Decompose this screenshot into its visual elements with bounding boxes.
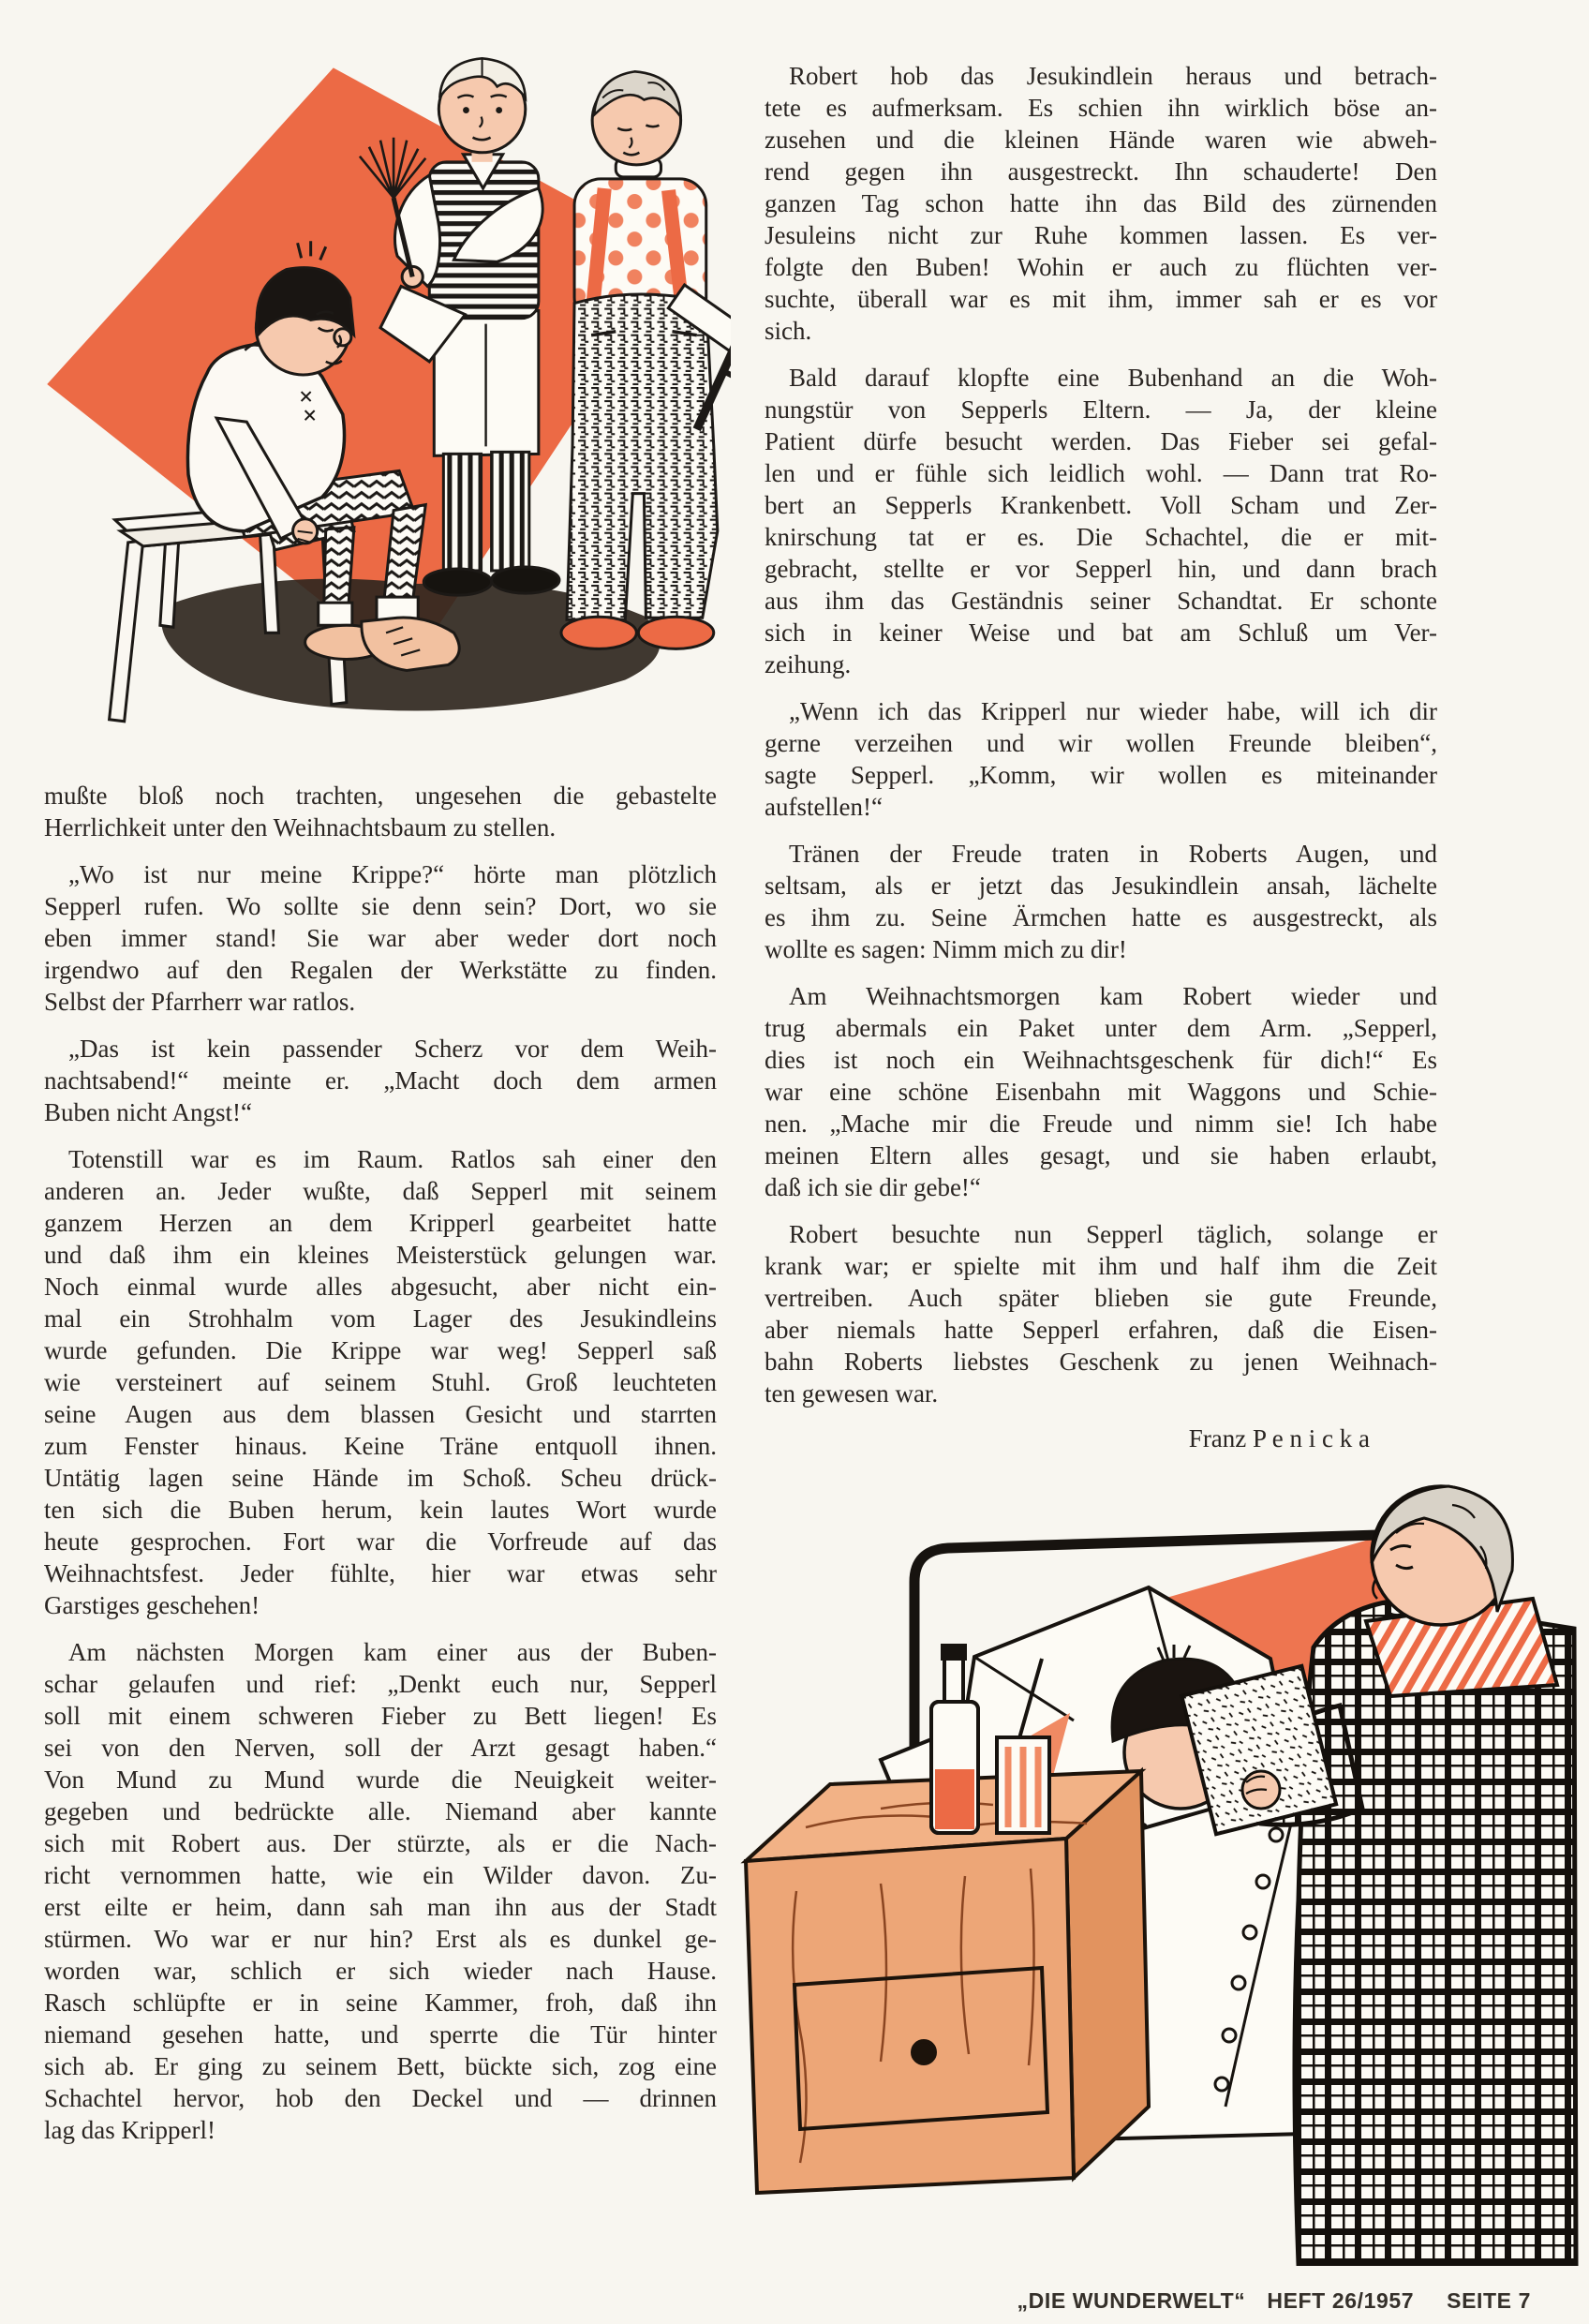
text-line: zeihung. <box>765 650 852 678</box>
text-line: anderen an. Jeder wußte, daß Sepperl mit seinem <box>44 1177 717 1205</box>
text-line: erst eilte er heim, dann sah man ihn aus der Stadt <box>44 1893 717 1921</box>
text-line: sagte Sepperl. „Komm, wir wollen es miteinander <box>765 761 1437 789</box>
text-line: gebracht, stellte er vor Sepperl hin, und dann brach <box>765 555 1437 583</box>
text-line: Totenstill war es im Raum. Ratlos sah einer den <box>68 1145 717 1173</box>
text-line: Schachtel hervor, hob den Deckel und — drinnen <box>44 2084 717 2112</box>
paragraph <box>765 695 1437 823</box>
text-line: richt vernommen hatte, wie ein Wilder davon. Zu- <box>44 1861 717 1889</box>
text-line: niemand gesehen hatte, und sperrte die Tür hinter <box>44 2020 717 2048</box>
paragraph <box>765 362 1437 680</box>
text-line: suchte, überall war es mit ihm, immer sah er es vor <box>765 285 1437 313</box>
footer-page-number: SEITE 7 <box>1447 2288 1531 2313</box>
text-line: Am Weihnachtsmorgen kam Robert wieder und <box>789 982 1437 1010</box>
text-line: meinen Eltern alles gesagt, und sie haben erlaubt, <box>765 1141 1437 1169</box>
three-boys-illustration <box>22 4 731 765</box>
text-line: bahn Roberts liebstes Geschenk zu jenen Weihnach- <box>765 1348 1437 1376</box>
left-text-column <box>44 780 717 2146</box>
text-line: Noch einmal wurde alles abgesucht, aber nicht ein- <box>44 1273 717 1301</box>
paragraph <box>765 60 1437 347</box>
text-line: wurde gefunden. Die Krippe war weg! Sepperl saß <box>44 1336 717 1364</box>
text-line: ten gewesen war. <box>765 1379 939 1408</box>
text-line: heute gesprochen. Fort war die Vorfreude auf das <box>44 1527 717 1556</box>
text-line: seltsam, als er jetzt das Jesukindlein ansah, lächelte <box>765 872 1437 900</box>
text-line: aufstellen!“ <box>765 793 883 821</box>
text-line: sich. <box>765 317 812 345</box>
text-line: mal ein Strohhalm vom Lager des Jesukindleins <box>44 1304 717 1333</box>
text-line: Tränen der Freude traten in Roberts Augen, und <box>789 840 1437 868</box>
paragraph <box>44 1636 717 2146</box>
text-line: wollte es sagen: Nimm mich zu dir! <box>765 935 1127 963</box>
text-line: und daß ihm ein kleines Meisterstück gelungen war. <box>44 1241 717 1269</box>
paragraph <box>44 858 717 1018</box>
text-line: nungstür von Sepperls Eltern. — Ja, der kleine <box>765 395 1437 424</box>
text-line: Weihnachtsfest. Jeder fühlte, hier war etwas sehr <box>44 1559 717 1587</box>
text-line: soll mit einem schweren Fieber zu Bett liegen! Es <box>44 1702 717 1730</box>
text-line: aber niemals hatte Sepperl erfahren, daß die Eisen- <box>765 1316 1437 1344</box>
text-line: lag das Kripperl! <box>44 2116 215 2144</box>
text-line: mußte bloß noch trachten, ungesehen die gebastelte <box>44 782 717 810</box>
text-line: Garstiges geschehen! <box>44 1591 260 1619</box>
text-line: vertreiben. Auch später blieben sie gute Freunde, <box>765 1284 1437 1312</box>
text-line: trug abermals ein Paket unter dem Arm. „Sepperl, <box>765 1014 1437 1042</box>
text-line: zum Fenster hinaus. Keine Träne entquoll ihnen. <box>44 1432 717 1460</box>
paragraph <box>765 980 1437 1203</box>
text-line: Selbst der Pfarrherr war ratlos. <box>44 988 356 1016</box>
text-line: folgte den Buben! Wohin er auch zu flüchten ver- <box>765 253 1437 281</box>
text-line: Von Mund zu Mund wurde die Neuigkeit weiter- <box>44 1765 717 1794</box>
text-line: ganzem Herzen an dem Kripperl gearbeitet hatte <box>44 1209 717 1237</box>
text-line: sei von den Nerven, soll der Arzt gesagt haben.“ <box>44 1734 717 1762</box>
text-line: Herrlichkeit unter den Weihnachtsbaum zu stellen. <box>44 813 557 842</box>
text-line: ten sich die Buben herum, kein lautes Wort wurde <box>44 1496 717 1524</box>
paragraph <box>44 1143 717 1621</box>
footer-magazine-title: „DIE WUNDERWELT“ <box>1017 2288 1246 2313</box>
text-line: gerne verzeihen und wir wollen Freunde bleiben“, <box>765 729 1437 757</box>
text-line: sich in keiner Weise und bat am Schluß um Ver- <box>765 618 1437 647</box>
text-line: krank war; er spielte mit ihm und half ihm die Zeit <box>765 1252 1437 1280</box>
text-line: Sepperl rufen. Wo sollte sie denn sein? Dort, wo sie <box>44 892 717 920</box>
text-line: len und er fühle sich leidlich wohl. — Dann trat Ro- <box>765 459 1437 487</box>
text-line: daß ich sie dir gebe!“ <box>765 1173 981 1201</box>
text-line: sich ab. Er ging zu seinem Bett, bückte sich, zog eine <box>44 2052 717 2080</box>
paragraph <box>44 1033 717 1128</box>
text-line: zusehen und die kleinen Hände waren wie abweh- <box>765 126 1437 154</box>
text-line: Robert hob das Jesukindlein heraus und betrach- <box>789 62 1437 90</box>
right-text-column <box>765 60 1437 1454</box>
text-line: seine Augen aus dem blassen Gesicht und starrten <box>44 1400 717 1428</box>
text-line: war eine schöne Eisenbahn mit Waggons und Schie- <box>765 1078 1437 1106</box>
text-line: wie versteinert auf seinem Stuhl. Groß leuchteten <box>44 1368 717 1396</box>
author-signature: Franz P e n i c k a <box>1188 1424 1370 1452</box>
text-line: eben immer stand! Sie war aber weder dort noch <box>44 924 717 952</box>
text-line: irgendwo auf den Regalen der Werkstätte zu finden. <box>44 956 717 984</box>
text-line: Buben nicht Angst!“ <box>44 1098 252 1126</box>
text-line: dies ist noch ein Weihnachtsgeschenk für dich!“ Es <box>765 1046 1437 1074</box>
text-line: Robert besuchte nun Sepperl täglich, solange er <box>789 1220 1437 1248</box>
text-line: nen. „Mache mir die Freude und nimm sie! Ich habe <box>765 1110 1437 1138</box>
paragraph <box>765 1218 1437 1409</box>
text-line: gegeben und bedrückte alle. Niemand aber kannte <box>44 1797 717 1825</box>
text-line: Jesuleins nicht zur Ruhe kommen lassen. Es ver- <box>765 221 1437 249</box>
text-line: Rasch schlüpfte er in seine Kammer, froh, daß ihn <box>44 1989 717 2017</box>
text-line: aus ihm das Geständnis seiner Schandtat. Er schonte <box>765 587 1437 615</box>
sickbed-visit-illustration <box>740 1460 1580 2266</box>
text-line: bert an Sepperls Krankenbett. Voll Scham und Zer- <box>765 491 1437 519</box>
text-line: „Wo ist nur meine Krippe?“ hörte man plötzlich <box>68 860 717 888</box>
text-line: Patient dürfe besucht werden. Das Fieber sei gefal- <box>765 427 1437 455</box>
text-line: Am nächsten Morgen kam einer aus der Buben- <box>68 1638 717 1666</box>
text-line: tete es aufmerksam. Es schien ihn wirklich böse an- <box>765 94 1437 122</box>
text-line: stürmen. Wo war er nur hin? Erst als es dunkel ge- <box>44 1925 717 1953</box>
text-line: Bald darauf klopfte eine Bubenhand an die Woh- <box>789 364 1437 392</box>
page-footer <box>1017 2288 1531 2314</box>
text-line: „Das ist kein passender Scherz vor dem Weih- <box>68 1035 717 1063</box>
paragraph <box>765 838 1437 965</box>
text-line: Untätig lagen seine Hände im Schoß. Scheu drück- <box>44 1464 717 1492</box>
text-line: „Wenn ich das Kripperl nur wieder habe, will ich dir <box>789 697 1437 725</box>
text-line: knirschung tat er es. Die Schachtel, die er mit- <box>765 523 1437 551</box>
text-line: sich mit Robert aus. Der stürzte, als er die Nach- <box>44 1829 717 1857</box>
text-line: ganzen Tag schon hatte ihn das Bild des zürnenden <box>765 189 1437 217</box>
footer-issue: HEFT 26/1957 <box>1267 2288 1415 2313</box>
text-line: es ihm zu. Seine Ärmchen hatte es ausgestreckt, als <box>765 903 1437 931</box>
right-column-paragraphs <box>765 60 1437 1409</box>
paragraph <box>44 780 717 843</box>
overalls-boy <box>561 71 731 648</box>
text-line: schar gelaufen und rief: „Denkt euch nur, Sepperl <box>44 1670 717 1698</box>
text-line: rend gegen ihn ausgestreckt. Ihn schauderte! Den <box>765 157 1437 186</box>
text-line: nachtsabend!“ meinte er. „Macht doch dem armen <box>44 1066 717 1095</box>
text-line: worden war, schlich er sich wieder nach Hause. <box>44 1957 717 1985</box>
